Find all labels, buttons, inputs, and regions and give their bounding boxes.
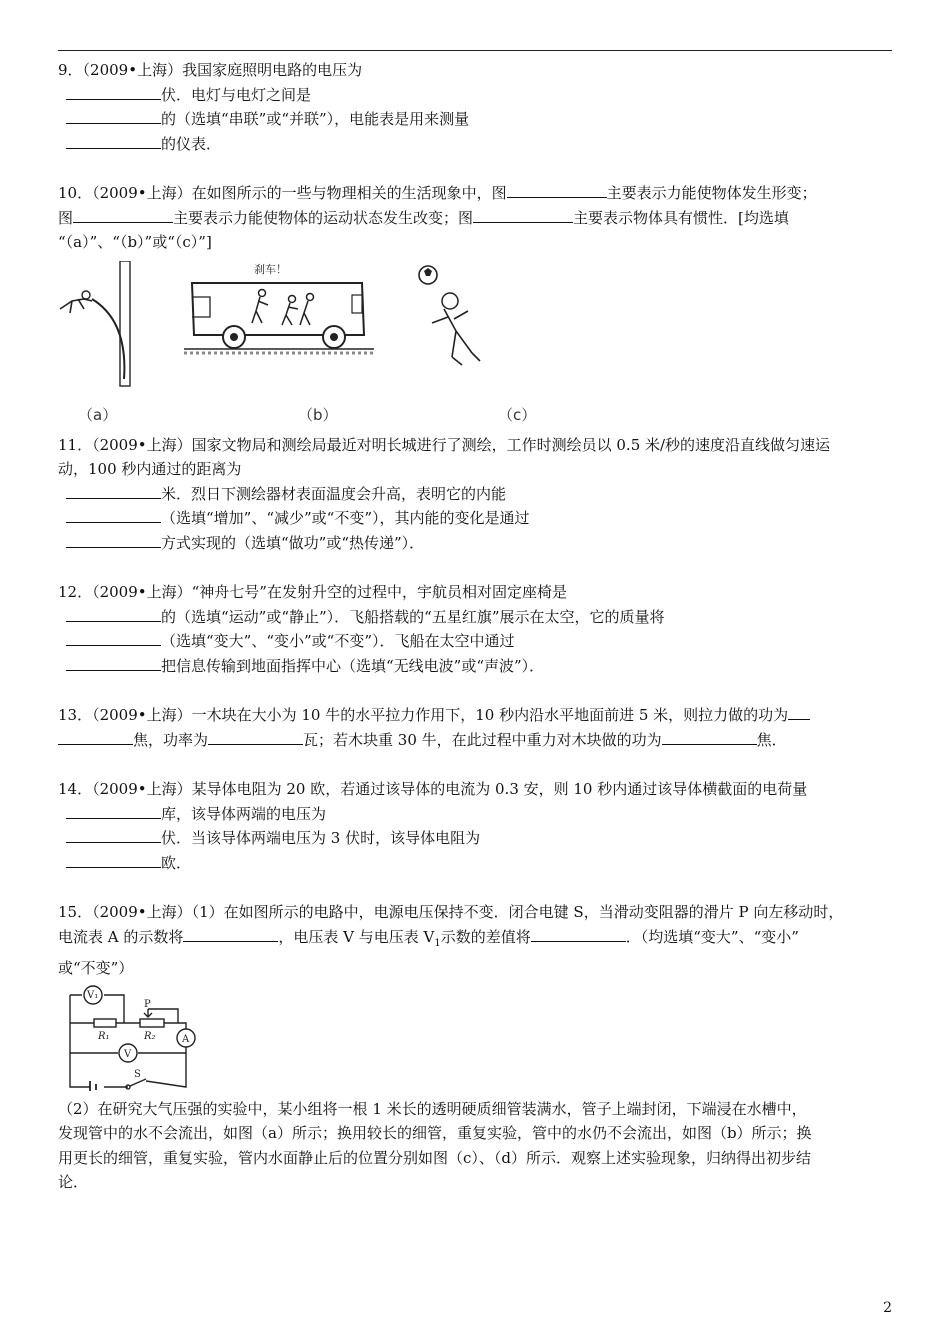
figure-c-header (408, 261, 508, 391)
q9-text-2: 伏．电灯与电灯之间是 (161, 85, 312, 104)
a-label: A (182, 1033, 190, 1045)
question-10 (58, 181, 892, 255)
q11-text-2: 动，100 秒内通过的距离为 (58, 460, 242, 478)
q11-blank-2[interactable] (66, 507, 161, 523)
q12-blank-1[interactable] (66, 606, 161, 622)
boy-head (442, 293, 458, 309)
resistor-r2 (140, 1019, 164, 1027)
q10-blank-3[interactable] (473, 207, 573, 223)
q10-figures (58, 261, 892, 424)
v1-label: V₁ (87, 989, 99, 1001)
q15-blank-2[interactable] (531, 926, 626, 942)
q11-text-5: 方式实现的（选填“做功”或“热传递”）． (161, 533, 425, 552)
circuit-diagram (60, 985, 200, 1091)
q11-text-3: 米．烈日下测绘器材表面温度会升高，表明它的内能 (161, 484, 507, 503)
q11-text-4: （选填“增加”、“减少”或“不变”），其内能的变化是通过 (161, 509, 530, 527)
q15-text-3: 或“不变”） (58, 959, 134, 977)
figure-a-label: （a） (78, 405, 118, 424)
r1-label: R₁ (98, 1030, 110, 1042)
q9-blank-3[interactable] (66, 133, 161, 149)
slider-wire (148, 1009, 178, 1023)
question-9 (58, 58, 892, 156)
p-label: P (144, 998, 151, 1010)
q12-blank-3[interactable] (66, 655, 161, 671)
q10-text-2c: 主要表示物体具有惯性．[均选填 (573, 208, 789, 227)
q12-text-2: 的（选填“运动”或“静止”）．飞船搭载的“五星红旗”展示在太空，它的质量将 (161, 607, 665, 626)
q9-stem: 9．（2009•上海）我国家庭照明电路的电压为 (58, 61, 363, 79)
bus-window (192, 297, 210, 317)
q11-blank-1[interactable] (66, 483, 161, 499)
q12-text-3: （选填“变大”、“变小”或“不变”）．飞船在太空中通过 (161, 632, 515, 650)
q15-part2-text-1: （2）在研究大气压强的实验中，某小组将一根 1 米长的透明硬质细管装满水，管子上端封闭，下端浸在水槽中， (58, 1099, 807, 1118)
passengers (252, 289, 314, 325)
q13-blank-1a[interactable] (788, 704, 810, 720)
q14-blank-3[interactable] (66, 852, 161, 868)
q15-sub-1: 1 (434, 937, 441, 949)
q12-text-4: 把信息传输到地面指挥中心（选填“无线电波”或“声波”）． (161, 656, 545, 675)
question-12 (58, 580, 892, 678)
figure-b-label: （b） (298, 405, 338, 424)
q13-blank-2[interactable] (208, 729, 303, 745)
q14-blank-1[interactable] (66, 803, 161, 819)
q10-text-3: “（a）”、“（b）”或“（c）”] (58, 233, 212, 251)
q15-text-2c: 示数的差值将 (440, 927, 531, 946)
q10-text-2b: 主要表示力能使物体的运动状态发生改变；图 (173, 208, 474, 227)
q13-text-2a: 焦，功率为 (133, 730, 209, 749)
q10-blank-1[interactable] (507, 182, 607, 198)
q14-blank-2[interactable] (66, 827, 161, 843)
q10-text-1a: 10．（2009•上海）在如图所示的一些与物理相关的生活现象中，图 (58, 184, 507, 202)
q15-part2-text-2: 发现管中的水不会流出，如图（a）所示；换用较长的细管，重复实验，管中的水仍不会流出，如图（b）所示；换 (58, 1124, 812, 1142)
wire-left (70, 995, 90, 1087)
q14-text-3: 伏．当该导体两端电压为 3 伏时，该导体电阻为 (161, 829, 481, 847)
q14-text-1: 14．（2009•上海）某导体电阻为 20 欧，若通过该导体的电流为 0.3 安，则 10 秒内通过该导体横截面的电荷量 (58, 780, 808, 798)
q9-text-3: 的（选填“串联”或“并联”），电能表是用来测量 (161, 110, 470, 128)
figure-c-label: （c） (498, 405, 537, 424)
vaulter-body (60, 299, 92, 313)
front-hub (230, 333, 238, 341)
slider-p (144, 1009, 152, 1017)
q9-blank-1[interactable] (66, 84, 161, 100)
bus-door (352, 295, 362, 313)
q15-part2-text-4: 论． (58, 1173, 89, 1191)
q13-blank-3[interactable] (662, 729, 757, 745)
q12-blank-2[interactable] (66, 630, 161, 646)
figure-b-bus (184, 261, 374, 391)
q13-blank-1b[interactable] (58, 729, 133, 745)
question-15 (58, 900, 892, 1195)
resistor-r1 (94, 1019, 116, 1027)
ball-patch (424, 268, 432, 276)
q14-text-2: 库，该导体两端的电压为 (161, 804, 327, 823)
q13-text-2b: 瓦；若木块重 30 牛，在此过程中重力对木块做的功为 (303, 730, 662, 749)
q9-blank-2[interactable] (66, 108, 161, 124)
wire-resistors (70, 1023, 186, 1029)
s-label: S (134, 1068, 141, 1080)
q15-text-2a: 电流表 A 的示数将 (58, 927, 184, 946)
question-13 (58, 703, 892, 752)
r2-label: R₂ (144, 1030, 156, 1042)
q12-text-1: 12．（2009•上海）“神舟七号”在发射升空的过程中，宇航员相对固定座椅是 (58, 583, 567, 601)
q15-part2-text-3: 用更长的细管，重复实验，管内水面静止后的位置分别如图（c）、（d）所示．观察上述实验现象，归纳得出初步结 (58, 1148, 812, 1167)
q15-blank-1[interactable] (183, 926, 278, 942)
q15-text-2b: ，电压表 V 与电压表 V (278, 927, 435, 946)
q14-text-4: 欧． (161, 853, 192, 872)
page-number: 2 (883, 1300, 892, 1316)
figure-a-pole-vault (58, 261, 138, 391)
q13-text-1: 13．（2009•上海）一木块在大小为 10 牛的水平拉力作用下，10 秒内沿水平地面前进 5 米，则拉力做的功为 (58, 706, 789, 724)
q15-text-2d: ．（均选填“变大”、“变小” (625, 927, 799, 946)
boy-body (432, 309, 480, 365)
q10-blank-2[interactable] (73, 207, 173, 223)
header-rule (58, 50, 892, 51)
switch-s (130, 1079, 146, 1086)
q10-text-2a: 图 (58, 208, 74, 227)
vaulter-head (82, 291, 90, 299)
battery (90, 1081, 96, 1091)
q10-text-1b: 主要表示力能使物体发生形变； (606, 184, 817, 202)
v-label: V (124, 1048, 132, 1060)
q9-text-4: 的仪表． (161, 134, 222, 153)
bus-sign: 刹车！ (254, 262, 287, 276)
question-11 (58, 433, 892, 556)
question-14 (58, 777, 892, 875)
q13-text-2c: 焦． (756, 730, 787, 749)
q11-blank-3[interactable] (66, 532, 161, 548)
rear-hub (330, 333, 338, 341)
question-page (58, 58, 892, 1195)
q15-text-1: 15．（2009•上海）（1）在如图所示的电路中，电源电压保持不变．闭合电键 S，当滑动变阻器的滑片 P 向左移动时， (58, 903, 844, 921)
q11-text-1: 11．（2009•上海）国家文物局和测绘局最近对明长城进行了测绘，工作时测绘员以 0.5 米/秒的速度沿直线做匀速运 (58, 435, 831, 454)
